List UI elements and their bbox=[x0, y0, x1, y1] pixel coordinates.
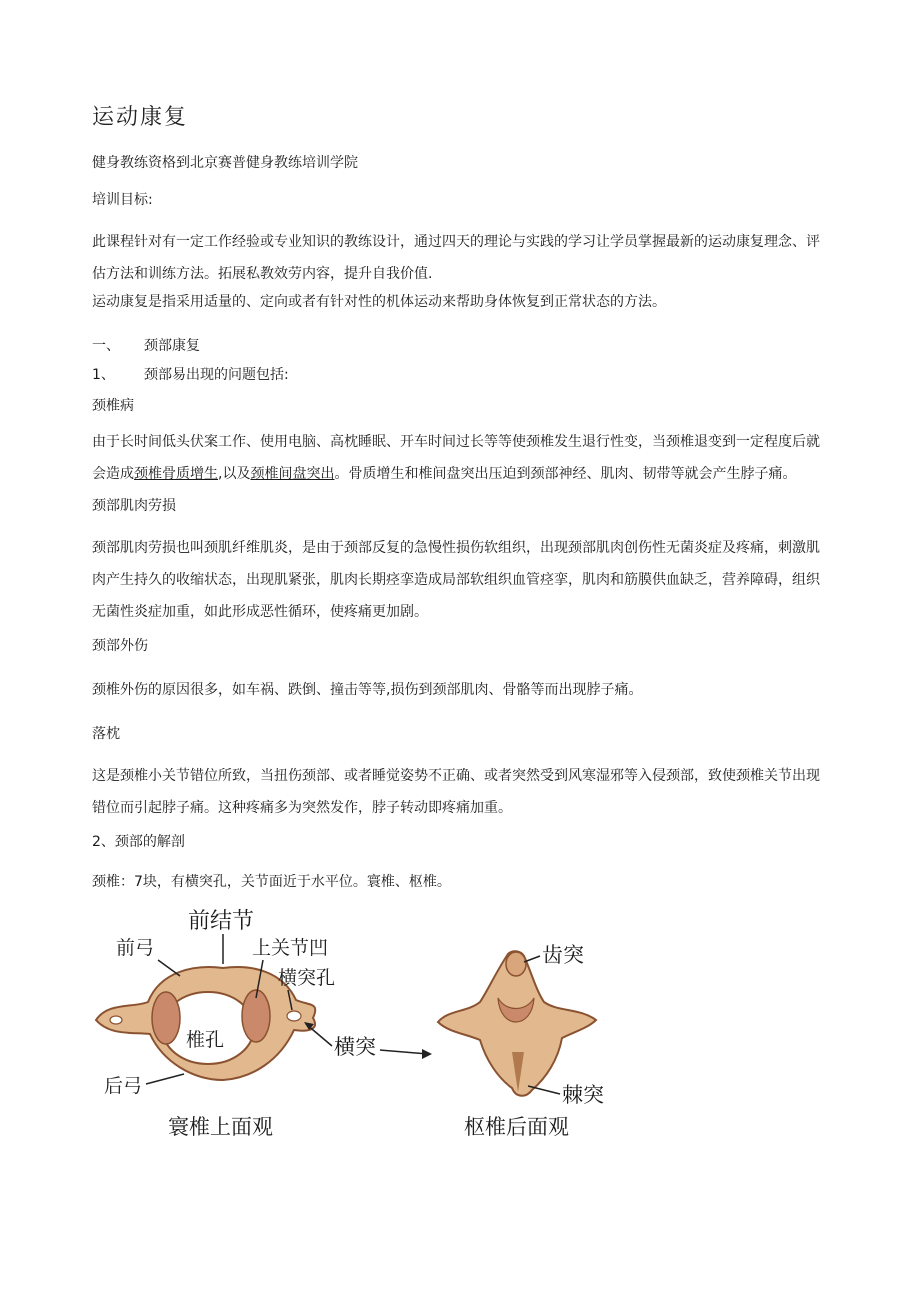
label-vertebral-foramen: 椎孔 bbox=[186, 1029, 225, 1051]
injury-heading: 颈部外伤 bbox=[92, 638, 148, 654]
disc-herniation-link[interactable]: 颈椎间盘突出 bbox=[250, 466, 335, 482]
anatomy-heading: 2、颈部的解剖 bbox=[92, 834, 185, 850]
label-anterior-arch: 前弓 bbox=[116, 937, 155, 959]
cervical-text bbox=[92, 426, 827, 490]
label-posterior-arch: 后弓 bbox=[104, 1075, 143, 1097]
label-spinous-process: 棘突 bbox=[562, 1083, 604, 1107]
section-1-heading bbox=[92, 330, 827, 362]
axis-caption: 枢椎后面观 bbox=[464, 1115, 569, 1139]
vertebrae-illustration bbox=[88, 902, 628, 1152]
item-1-heading bbox=[92, 359, 827, 391]
section-1-title: 颈部康复 bbox=[144, 338, 200, 354]
goal-text: 此课程针对有一定工作经验或专业知识的教练设计，通过四天的理论与实践的学习让学员掌握最新的运动康复理念、评估方法和训练方法。拓展私教效劳内容，提升自我价值. bbox=[92, 234, 820, 282]
label-dens: 齿突 bbox=[542, 943, 584, 967]
label-transverse-process: 横突 bbox=[334, 1035, 376, 1059]
section-1-number: 一、 bbox=[92, 338, 120, 354]
item-1-title: 颈部易出现的问题包括: bbox=[144, 367, 289, 383]
atlas-caption: 寰椎上面观 bbox=[168, 1115, 273, 1139]
page-title: 运动康复 bbox=[92, 105, 189, 130]
cervical-heading: 颈椎病 bbox=[92, 398, 134, 414]
bone-hyperplasia-link[interactable]: 颈椎骨质增生 bbox=[134, 466, 218, 482]
definition-text: 运动康复是指采用适量的、定向或者有针对性的机体运动来帮助身体恢复到正常状态的方法。 bbox=[92, 294, 666, 310]
injury-text: 颈椎外伤的原因很多，如车祸、跌倒、撞击等等,损伤到颈部肌肉、骨骼等而出现脖子痛。 bbox=[92, 682, 643, 698]
cervical-text-a: 由于长时间低头伏案工作、使用电脑、高枕睡眠、开车时间过长等等使颈椎发生退行性变，当颈椎退变到一定程度后就会造成 bbox=[92, 434, 820, 482]
goal-heading: 培训目标: bbox=[92, 192, 153, 208]
label-transverse-foramen: 横突孔 bbox=[278, 967, 336, 989]
anatomy-text: 颈椎：7块，有横突孔，关节面近于水平位。寰椎、枢椎。 bbox=[92, 874, 451, 890]
label-anterior-tubercle: 前结节 bbox=[188, 909, 255, 934]
axis-bone bbox=[438, 951, 596, 1096]
item-1-number: 1、 bbox=[92, 367, 115, 383]
vertebrae-figure bbox=[88, 902, 628, 1152]
strain-text: 颈部肌肉劳损也叫颈肌纤维肌炎，是由于颈部反复的急慢性损伤软组织，出现颈部肌肉创伤性无菌炎症及疼痛，刺激肌肉产生持久的收缩状态，出现肌紧张，肌肉长期痉挛造成局部软组织血管痉挛，肌肉和筋膜供血缺乏，营养障碍，组织无菌性炎症加重，如此形成恶性循环，使疼痛更加剧。 bbox=[92, 540, 820, 620]
stiff-neck-heading: 落枕 bbox=[92, 726, 120, 742]
label-superior-facet: 上关节凹 bbox=[252, 937, 329, 959]
subtitle: 健身教练资格到北京赛普健身教练培训学院 bbox=[92, 155, 358, 171]
cervical-text-b: ,以及 bbox=[218, 466, 251, 482]
stiff-neck-text: 这是颈椎小关节错位所致，当扭伤颈部、或者睡觉姿势不正确、或者突然受到风寒湿邪等入侵颈部，致使颈椎关节出现错位而引起脖子痛。这种疼痛多为突然发作，脖子转动即疼痛加重。 bbox=[92, 768, 820, 816]
strain-heading: 颈部肌肉劳损 bbox=[92, 498, 176, 514]
cervical-text-c: 。骨质增生和椎间盘突出压迫到颈部神经、肌肉、韧带等就会产生脖子痛。 bbox=[334, 466, 797, 482]
